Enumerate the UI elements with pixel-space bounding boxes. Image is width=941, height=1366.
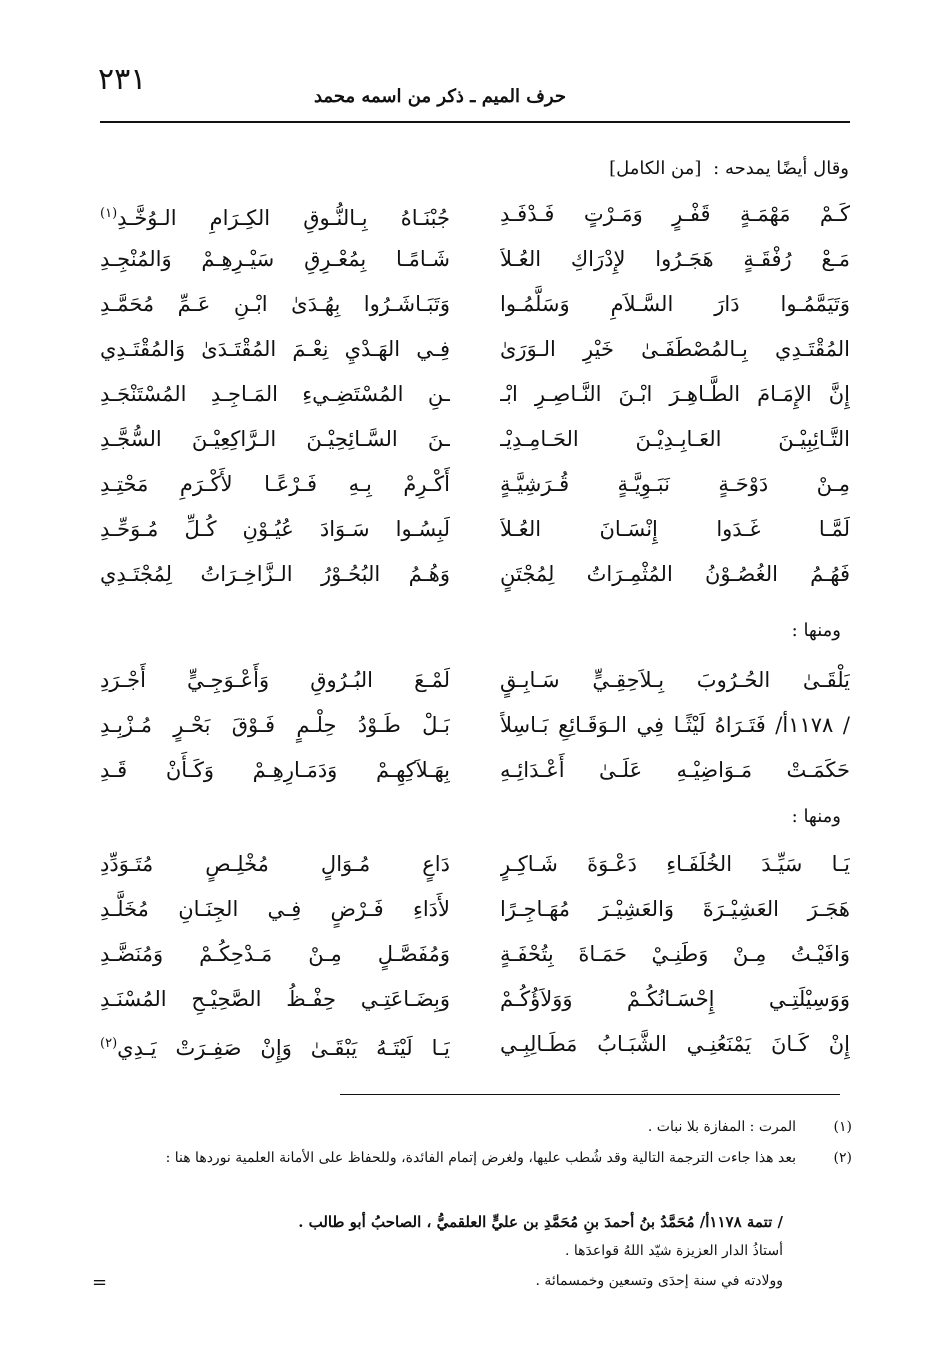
footnote-marker: (٢) [100,1036,118,1051]
verse-first-hemistich: المُقْتَـدِي بِـالمُصْطَفَـىٰ خَيْرِ الـوَرَىٰ [500,337,850,361]
verse-line [100,977,850,1021]
footnote-entry-line: وولادته في سنة إحدَى وتسعين وخمسمائة . [535,1273,783,1289]
verse-first-hemistich: وَتَيَمَّمُـوا دَارَ السَّـلاَمِ وَسَلَّمُـوا [500,292,850,316]
verse-second-hemistich: لَمْـعَ البُـرُوقِ وَأَعْـوَجِـيٍّ أَجْـرَدِ [100,668,450,692]
verse-line [100,658,850,702]
verse-line [100,372,850,416]
verse-text: يَـا لَيْتَـهُ يَبْقَـىٰ وَإِنْ صَفِـرَتْ يَـدِي [117,1036,450,1060]
intro-text: وقال أيضًا يمدحه : [713,158,849,179]
verse-first-hemistich: وَوَسِيْلَتِـي إِحْسَـانُكُـمْ وَوَلاَؤُكُـمْ [500,987,850,1011]
verse-first-hemistich: إِنَّ الإِمَـامَ الطَّـاهِـرَ ابْـنَ النَّـاصِـرِ ابْـ [500,382,850,406]
verse-first-hemistich: مَـعْ رُفْقَـةٍ هَجَـرُوا لإِدْرَاكِ العُـلاَ [500,247,850,271]
verse-line [100,417,850,461]
verse-line [100,507,850,551]
verse-line [100,552,850,596]
verse-second-hemistich: دَاعٍ مُـوَالٍ مُخْلِـصٍ مُتَـوَدِّدِ [100,852,450,876]
verse-second-hemistich: ـنَ السَّـائِحِيْـنَ الـرَّاكِعِيْـنَ السُّجَّـدِ [100,427,450,451]
section-label: ومنها : [791,806,841,827]
verse-second-hemistich: لأَدَاءِ فَـرْضٍ فِـي الجِنَـانِ مُخَلَّـدِ [100,897,450,921]
verse-first-hemistich: هَجَـرَ العَشِيْـرَةَ وَالعَشِيْـرَ مُهَـاجِـرًا [500,897,850,921]
verse-first-hemistich: يَـا سَيِّـدَ الخُلَفَـاءِ دَعْـوَةَ شَـاكِـرٍ [500,852,850,876]
meter-label: [من الكامل] [609,158,702,179]
footnote-1 [100,1116,852,1138]
verse-second-hemistich: ـنِ المُسْتَضِـيءِ المَـاجِـدِ المُسْتَنْجَـدِ [100,382,450,406]
verse-second-hemistich: وَبِضَـاعَتِـي حِفْـظُ الصَّحِيْـحِ المُسْنَـدِ [100,987,450,1011]
verse-first-hemistich: حَكَمَـتْ مَـوَاضِيْـهِ عَلَـىٰ أَعْـدَائِـهِ [500,758,850,782]
verse-second-hemistich [100,192,450,236]
verse-second-hemistich: وَمُفَصَّـلٍ مِـنْ مَـدْحِكُـمْ وَمُنَضَّـدِ [100,942,450,966]
verse-line [100,282,850,326]
footnote-2 [100,1147,852,1169]
footnote-entry-heading: / تتمة ١١٧٨أ/ مُحَمَّدُ بنُ أحمدَ بنِ مُحَمَّدِ بن عليٍّ العلقميُّ ، الصاحبُ أبو طالب . [298,1213,783,1231]
section-label: ومنها : [791,620,841,641]
verse-second-hemistich: وَهُـمُ البُحُـوْرُ الـزَّاخِـرَاتُ لِمُجْتَـدِي [100,562,450,586]
footnote-number: (٢) [833,1150,852,1166]
verse-line [100,887,850,931]
verse-line [100,932,850,976]
footnote-text: المرت : المفازة بلا نبات . [647,1119,796,1135]
verse-second-hemistich [100,1022,450,1066]
verse-first-hemistich: إِنْ كَـانَ يَمْنَعُنِـي الشَّبَـابُ مَطَـالِبِـي [500,1032,850,1056]
verse-second-hemistich: بَـلْ طَـوْدُ حِلْـمٍ فَـوْقَ بَحْـرٍ مُـزْبِـدِ [100,713,450,737]
page-number: ٢٣١ [98,62,147,97]
header-rule [100,121,850,123]
verse-line [100,327,850,371]
verse-line [100,703,850,747]
footnote-text: بعد هذا جاءت الترجمة التالية وقد شُطب عليها، ولغرض إتمام الفائدة، وللحفاظ على الأمانة العلمية نوردها هنا : [165,1150,796,1166]
verse-second-hemistich: وَتَبَـاشَـرُوا بِهُـدَىٰ ابْـنِ عَـمِّ مُحَمَّـدِ [100,292,450,316]
verse-first-hemistich: / ١١٧٨أ/ فَتَـرَاهُ لَيْثًـا فِي الـوَقَـائِعِ بَـاسِلاً [500,713,850,737]
poem-intro [429,158,849,179]
verse-line [100,237,850,281]
verse-line [100,462,850,506]
verse-first-hemistich: وَافَيْـتُ مِـنْ وَطَنِـيْ حَمَـاةَ بِتُحْفَـةٍ [500,942,850,966]
verse-second-hemistich: أَكْـرِمْ بِـهِ فَـرْعًـا لأَكْـرَمِ مَحْتِـدِ [100,472,450,496]
footnote-marker: (١) [100,206,118,221]
verse-line [100,1022,850,1066]
verse-second-hemistich: شَـامًـا بِمُعْـرِقِ سَيْـرِهِـمْ وَالمُنْجِـدِ [100,247,450,271]
footnote-number: (١) [833,1119,852,1135]
continuation-mark: = [92,1272,108,1293]
verse-line [100,748,850,792]
footnote-rule [340,1094,840,1095]
verse-first-hemistich: مِـنْ دَوْحَـةٍ نَبَـوِيَّـةٍ قُـرَشِيَّـةٍ [500,472,850,496]
verse-first-hemistich: كَـمْ مَهْمَـةٍ قَفْـرٍ وَمَـرْتٍ فَـدْفَـدِ [500,202,850,226]
verse-first-hemistich: لَمَّـا غَـدَوا إِنْسَـانَ العُـلاَ [500,517,850,541]
verse-first-hemistich: التَّـائِبِيْـنَ العَـابِـدِيْـنَ الحَـامِـدِيْـ [500,427,850,451]
verse-line [100,842,850,886]
verse-second-hemistich: فِـي الهَـدْيِ نِعْـمَ المُقْتَـدَىٰ وَالمُقْتَـدِي [100,337,450,361]
verse-text: جُبْنَـاهُ بِـالنُّـوقِ الكِـرَامِ الـوُخَّـدِ [117,206,450,230]
running-head: حرف الميم ـ ذكر من اسمه محمد [313,86,566,107]
verse-first-hemistich: يَلْقَـىٰ الحُـرُوبَ بِـلاَحِقِـيٍّ سَـابِـقٍ [500,668,850,692]
verse-line [100,192,850,236]
verse-second-hemistich: بِهَـلاَكِهِـمْ وَدَمَـارِهِـمْ وَكَـأَنْ قَـدِ [100,758,450,782]
footnote-entry-line: أستاذُ الدار العزيزة شيّد اللهُ قواعدَها . [564,1243,783,1259]
verse-second-hemistich: لَبِسُـوا سَـوَادَ عُيُـوْنِ كُـلِّ مُـوَحِّـدِ [100,517,450,541]
verse-first-hemistich: فَهُـمُ الغُصُـوْنُ المُثْمِـرَاتُ لِمُجْتَنٍ [500,562,850,586]
